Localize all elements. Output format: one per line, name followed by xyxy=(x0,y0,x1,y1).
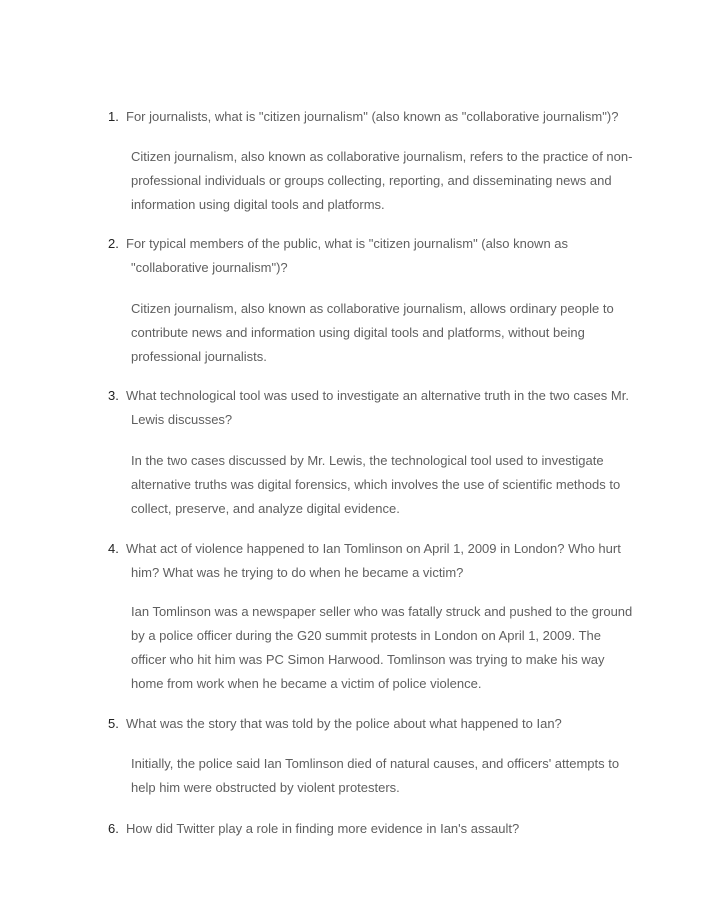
answer-1 xyxy=(131,145,641,217)
question-text: What act of violence happened to Ian Tomlinson on April 1, 2009 in London? Who hurt xyxy=(126,541,621,556)
answer-line: Ian Tomlinson was a newspaper seller who was fatally struck and pushed to the ground xyxy=(131,604,633,619)
question-number: 4. xyxy=(108,541,119,556)
answer-line: alternative truths was digital forensics, which involves the use of scientific methods to xyxy=(131,477,621,492)
question-3 xyxy=(108,384,638,432)
answer-line: by a police officer during the G20 summit protests in London on April 1, 2009. The xyxy=(131,628,601,643)
question-number: 2. xyxy=(108,236,119,251)
answer-line: professional journalists. xyxy=(131,349,267,364)
question-1 xyxy=(108,105,638,129)
question-5 xyxy=(108,712,638,736)
question-number: 6. xyxy=(108,821,119,836)
answer-3 xyxy=(131,449,641,521)
answer-line: information using digital tools and platforms. xyxy=(131,197,385,212)
answer-line: home from work when he became a victim of police violence. xyxy=(131,676,482,691)
question-text: him? What was he trying to do when he became a victim? xyxy=(131,565,464,580)
answer-line: In the two cases discussed by Mr. Lewis, the technological tool used to investigate xyxy=(131,453,604,468)
answer-4 xyxy=(131,600,641,696)
question-text: "collaborative journalism")? xyxy=(131,260,288,275)
question-text: For journalists, what is "citizen journalism" (also known as "collaborative journalism")? xyxy=(126,109,619,124)
answer-line: Initially, the police said Ian Tomlinson died of natural causes, and officers' attempts to xyxy=(131,756,620,771)
answer-line: contribute news and information using digital tools and platforms, without being xyxy=(131,325,585,340)
answer-line: collect, preserve, and analyze digital evidence. xyxy=(131,501,400,516)
question-text: Lewis discusses? xyxy=(131,412,233,427)
question-text: What technological tool was used to investigate an alternative truth in the two cases Mr. xyxy=(126,388,629,403)
answer-line: help him were obstructed by violent protesters. xyxy=(131,780,400,795)
answer-line: professional individuals or groups collecting, reporting, and disseminating news and xyxy=(131,173,612,188)
question-number: 5. xyxy=(108,716,119,731)
question-6 xyxy=(108,817,638,841)
answer-line: officer who hit him was PC Simon Harwood. Tomlinson was trying to make his way xyxy=(131,652,605,667)
answer-line: Citizen journalism, also known as collaborative journalism, refers to the practice of non- xyxy=(131,149,633,164)
question-number: 1. xyxy=(108,109,119,124)
answer-line: Citizen journalism, also known as collaborative journalism, allows ordinary people to xyxy=(131,301,614,316)
question-text: What was the story that was told by the police about what happened to Ian? xyxy=(126,716,562,731)
question-2 xyxy=(108,232,638,280)
question-number: 3. xyxy=(108,388,119,403)
answer-2 xyxy=(131,297,641,369)
question-4 xyxy=(108,537,638,585)
question-text: How did Twitter play a role in finding more evidence in Ian's assault? xyxy=(126,821,520,836)
answer-5 xyxy=(131,752,641,800)
question-text: For typical members of the public, what is "citizen journalism" (also known as xyxy=(126,236,569,251)
